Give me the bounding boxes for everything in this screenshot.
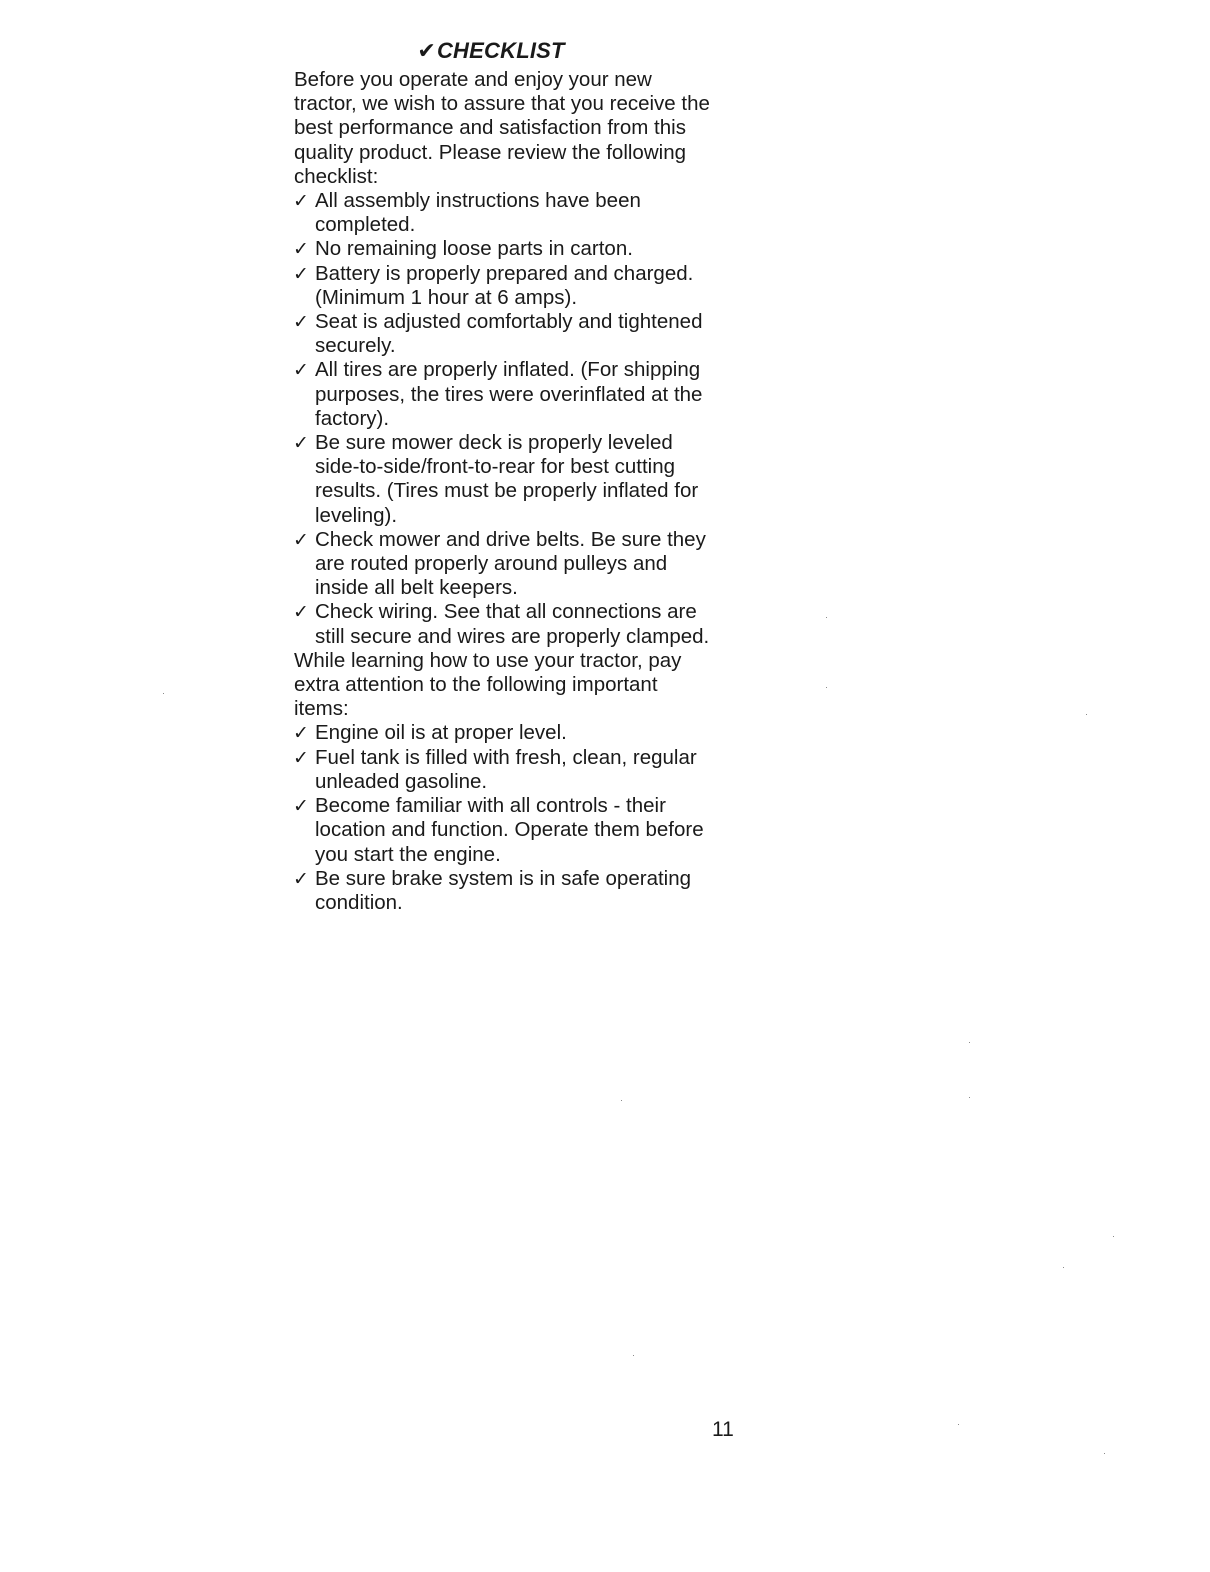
item-text: Seat is adjusted comfortably and tightened securely. (315, 310, 703, 358)
checklist-heading (294, 38, 714, 64)
scan-speck (969, 1042, 970, 1043)
check-mark-icon: ✓ (293, 795, 309, 818)
list-item (294, 721, 714, 745)
list-item (294, 794, 714, 867)
check-mark-icon: ✓ (293, 311, 309, 334)
scan-speck (1113, 1236, 1114, 1237)
item-text: No remaining loose parts in carton. (315, 237, 633, 261)
learning-paragraph: While learning how to use your tractor, pay extra attention to the following important items: (294, 648, 682, 721)
scan-speck (621, 1100, 622, 1101)
list-item (294, 237, 714, 261)
check-icon: ✔ (417, 38, 436, 63)
item-text: Become familiar with all controls - their location and function. Operate them before you start the engine. (315, 794, 704, 866)
scan-speck (826, 617, 827, 618)
heading-text: CHECKLIST (436, 38, 565, 63)
scan-speck (163, 693, 164, 694)
check-mark-icon: ✓ (293, 601, 309, 624)
check-mark-icon: ✓ (293, 190, 309, 213)
item-text: All tires are properly inflated. (For shipping purposes, the tires were overinflated at the factory). (315, 358, 703, 430)
list-item (294, 867, 714, 915)
item-text: Check wiring. See that all connections are still secure and wires are properly clamped. (315, 600, 710, 648)
check-mark-icon: ✓ (293, 867, 309, 890)
checklist-column (294, 38, 714, 915)
check-mark-icon: ✓ (293, 528, 309, 551)
list-item (294, 431, 714, 528)
item-text: Be sure mower deck is properly leveled side-to-side/front-to-rear for best cutting results. (Tires must be properly inflated for leveling). (315, 431, 699, 527)
scan-speck (1086, 714, 1087, 715)
intro-paragraph: Before you operate and enjoy your new tractor, we wish to assure that you receive the best performance and satisfaction from this quality product. Please review the following checklist: (294, 68, 710, 188)
list-item (294, 358, 714, 431)
item-text: Check mower and drive belts. Be sure they are routed properly around pulleys and inside all belt keepers. (315, 527, 706, 600)
scan-speck (958, 1424, 959, 1425)
check-mark-icon: ✓ (293, 359, 309, 382)
scan-speck (1104, 1453, 1105, 1454)
list-item (294, 528, 714, 601)
item-text: Fuel tank is filled with fresh, clean, regular unleaded gasoline. (315, 745, 697, 793)
scan-speck (633, 1355, 634, 1356)
check-mark-icon: ✓ (293, 432, 309, 455)
checklist (294, 189, 714, 649)
list-item (294, 189, 714, 237)
scan-speck (826, 687, 827, 688)
scan-speck (969, 1097, 970, 1098)
item-text: Be sure brake system is in safe operating condition. (315, 866, 692, 914)
list-item (294, 310, 714, 358)
item-text: Battery is properly prepared and charged. (Minimum 1 hour at 6 amps). (315, 261, 694, 309)
check-mark-icon: ✓ (293, 238, 309, 261)
scan-speck (1063, 1267, 1064, 1268)
list-item (294, 746, 714, 794)
list-item (294, 262, 714, 310)
page-number: 11 (712, 1418, 734, 1441)
learning-checklist (294, 721, 714, 915)
check-mark-icon: ✓ (293, 746, 309, 769)
list-item (294, 600, 714, 648)
check-mark-icon: ✓ (293, 262, 309, 285)
item-text: All assembly instructions have been completed. (315, 189, 641, 237)
item-text: Engine oil is at proper level. (315, 721, 567, 745)
check-mark-icon: ✓ (293, 722, 309, 745)
